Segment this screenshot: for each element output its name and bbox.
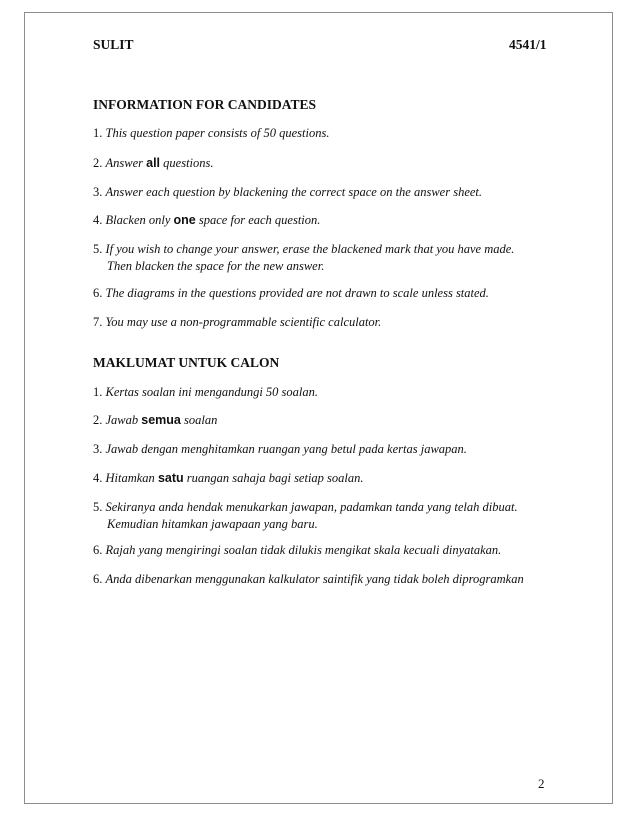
malay-item-3	[93, 441, 467, 458]
item-number: 2.	[93, 413, 103, 427]
english-item-2	[93, 155, 214, 172]
malay-item-5	[93, 499, 518, 533]
item-number: 5.	[93, 500, 103, 514]
item-text-after: soalan	[180, 413, 218, 427]
item-text: Jawab dengan menghitamkan ruangan yang betul pada kertas jawapan.	[105, 442, 467, 456]
item-text: If you wish to change your answer, erase the blackened mark that you have made.	[105, 242, 515, 256]
item-text: The diagrams in the questions provided are not drawn to scale unless stated.	[105, 286, 489, 300]
item-text-after: ruangan sahaja bagi setiap soalan.	[183, 471, 364, 485]
item-text: Answer each question by blackening the correct space on the answer sheet.	[105, 185, 483, 199]
english-item-1	[93, 125, 329, 142]
english-item-7	[93, 314, 381, 331]
item-emphasis: semua	[141, 413, 181, 427]
item-number: 4.	[93, 471, 103, 485]
item-number: 6.	[93, 286, 103, 300]
english-item-5	[93, 241, 514, 275]
item-continuation: Then blacken the space for the new answer.	[107, 259, 325, 273]
item-emphasis: one	[173, 213, 196, 227]
item-number: 1.	[93, 385, 103, 399]
item-number: 1.	[93, 126, 103, 140]
item-number: 5.	[93, 242, 103, 256]
item-text: Hitamkan	[105, 471, 158, 485]
item-text: Sekiranya anda hendak menukarkan jawapan, padamkan tanda yang telah dibuat.	[105, 500, 518, 514]
malay-item-7	[93, 571, 524, 588]
item-number: 4.	[93, 213, 103, 227]
item-number: 6.	[93, 572, 103, 586]
item-number: 3.	[93, 185, 103, 199]
item-continuation: Kemudian hitamkan jawapaan yang baru.	[107, 517, 318, 531]
item-text: Blacken only	[105, 213, 174, 227]
item-number: 3.	[93, 442, 103, 456]
item-emphasis: all	[146, 156, 161, 170]
item-text: Anda dibenarkan menggunakan kalkulator saintifik yang tidak boleh diprogramkan	[105, 572, 524, 586]
malay-item-4	[93, 470, 364, 487]
header-classification: SULIT	[93, 37, 134, 52]
english-section-title: INFORMATION FOR CANDIDATES	[93, 97, 317, 112]
item-text: Answer	[105, 156, 147, 170]
item-text: Jawab	[105, 413, 142, 427]
item-text: Rajah yang mengiringi soalan tidak dilukis mengikat skala kecuali dinyatakan.	[105, 543, 502, 557]
malay-item-2	[93, 412, 217, 429]
item-text: You may use a non-programmable scientific calculator.	[105, 315, 382, 329]
english-item-3	[93, 184, 482, 201]
item-number: 7.	[93, 315, 103, 329]
english-item-4	[93, 212, 320, 229]
item-text: This question paper consists of 50 questions.	[105, 126, 330, 140]
english-item-6	[93, 285, 489, 302]
item-text: Kertas soalan ini mengandungi 50 soalan.	[105, 385, 319, 399]
malay-item-1	[93, 384, 318, 401]
page-number: 2	[538, 776, 545, 791]
malay-item-6	[93, 542, 501, 559]
header-paper-code: 4541/1	[509, 37, 547, 52]
malay-section-title: MAKLUMAT UNTUK CALON	[93, 355, 280, 370]
item-number: 2.	[93, 156, 103, 170]
item-text-after: space for each question.	[195, 213, 321, 227]
item-emphasis: satu	[157, 471, 184, 485]
item-text-after: questions.	[160, 156, 214, 170]
item-number: 6.	[93, 543, 103, 557]
